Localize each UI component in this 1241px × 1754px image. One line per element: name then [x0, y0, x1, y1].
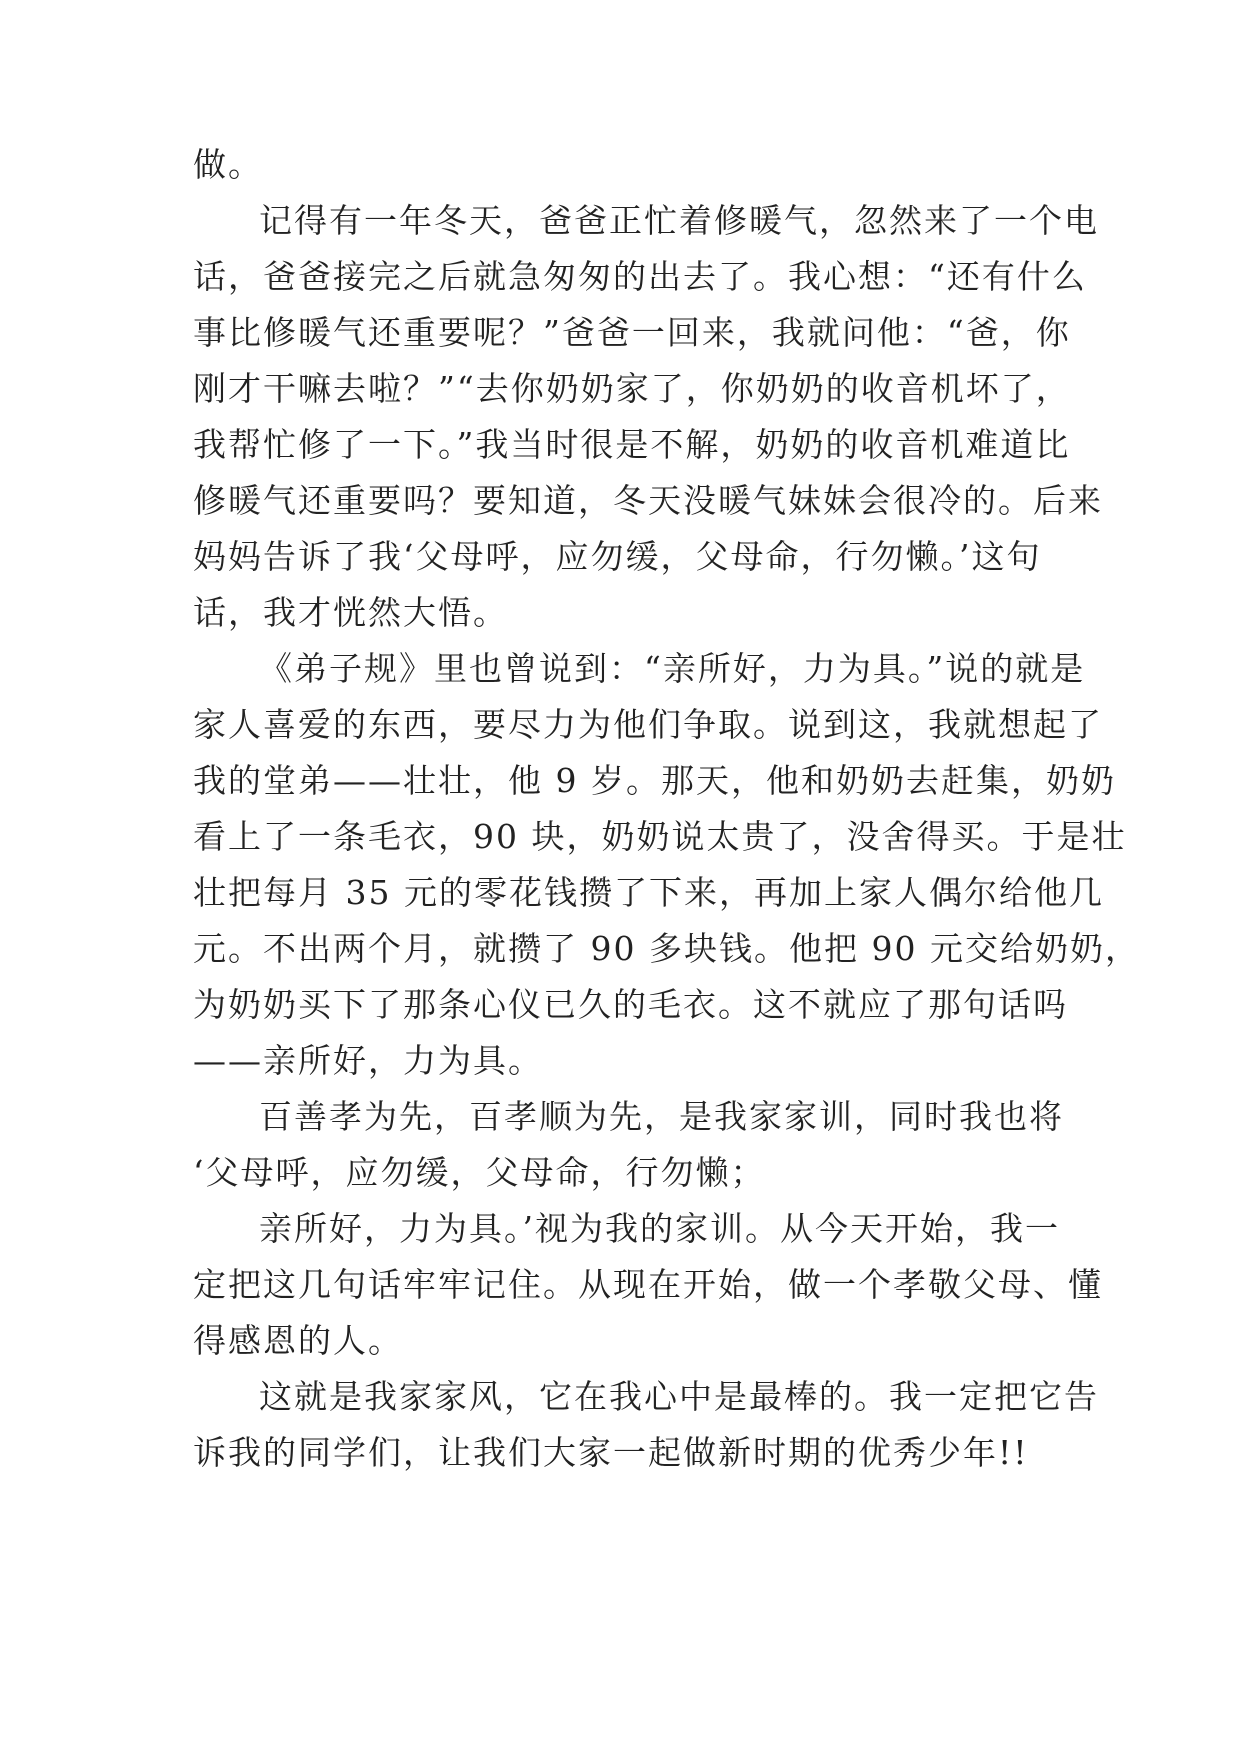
- text-line: 这就是我家家风，它在我心中是最棒的。我一定把它告: [259, 1377, 1099, 1416]
- text-line: 看上了一条毛衣，90 块，奶奶说太贵了，没舍得买。于是壮: [193, 817, 1127, 856]
- text-line: ——亲所好，力为具。: [193, 1041, 543, 1080]
- text-line: 家人喜爱的东西，要尽力为他们争取。说到这，我就想起了: [193, 705, 1103, 744]
- text-line: 我的堂弟——壮壮，他 9 岁。那天，他和奶奶去赶集，奶奶: [193, 761, 1116, 800]
- text-line: 修暖气还重要吗？要知道，冬天没暖气妹妹会很冷的。后来: [193, 481, 1103, 520]
- text-line: 百善孝为先，百孝顺为先，是我家家训，同时我也将: [259, 1097, 1064, 1136]
- text-line: 为奶奶买下了那条心仪已久的毛衣。这不就应了那句话吗: [193, 985, 1068, 1024]
- text-line: 元。不出两个月，就攒了 90 多块钱。他把 90 元交给奶奶，: [193, 929, 1140, 968]
- text-line: 记得有一年冬天，爸爸正忙着修暖气，忽然来了一个电: [259, 201, 1099, 240]
- text-line: 定把这几句话牢牢记住。从现在开始，做一个孝敬父母、懂: [193, 1265, 1103, 1304]
- text-line: 话，爸爸接完之后就急匆匆的出去了。我心想：“还有什么: [193, 257, 1087, 296]
- text-line: 《弟子规》里也曾说到：“亲所好，力为具。”说的就是: [259, 649, 1086, 688]
- text-line: 诉我的同学们，让我们大家一起做新时期的优秀少年!!: [193, 1433, 1029, 1472]
- text-line: 亲所好，力为具。’视为我的家训。从今天开始，我一: [259, 1209, 1060, 1248]
- text-line: 壮把每月 35 元的零花钱攒了下来，再加上家人偶尔给他几: [193, 873, 1104, 912]
- text-line: 做。: [193, 145, 263, 184]
- text-line: 事比修暖气还重要呢？”爸爸一回来，我就问他：“爸，你: [193, 313, 1071, 352]
- text-line: 刚才干嘛去啦？”“去你奶奶家了，你奶奶的收音机坏了，: [193, 369, 1071, 408]
- text-line: ‘父母呼，应勿缓，父母命，行勿懒；: [193, 1153, 766, 1192]
- text-line: 妈妈告诉了我‘父母呼，应勿缓，父母命，行勿懒。’这句: [193, 537, 1042, 576]
- text-line: 我帮忙修了一下。”我当时很是不解，奶奶的收音机难道比: [193, 425, 1071, 464]
- text-line: 话，我才恍然大悟。: [193, 593, 508, 632]
- text-line: 得感恩的人。: [193, 1321, 403, 1360]
